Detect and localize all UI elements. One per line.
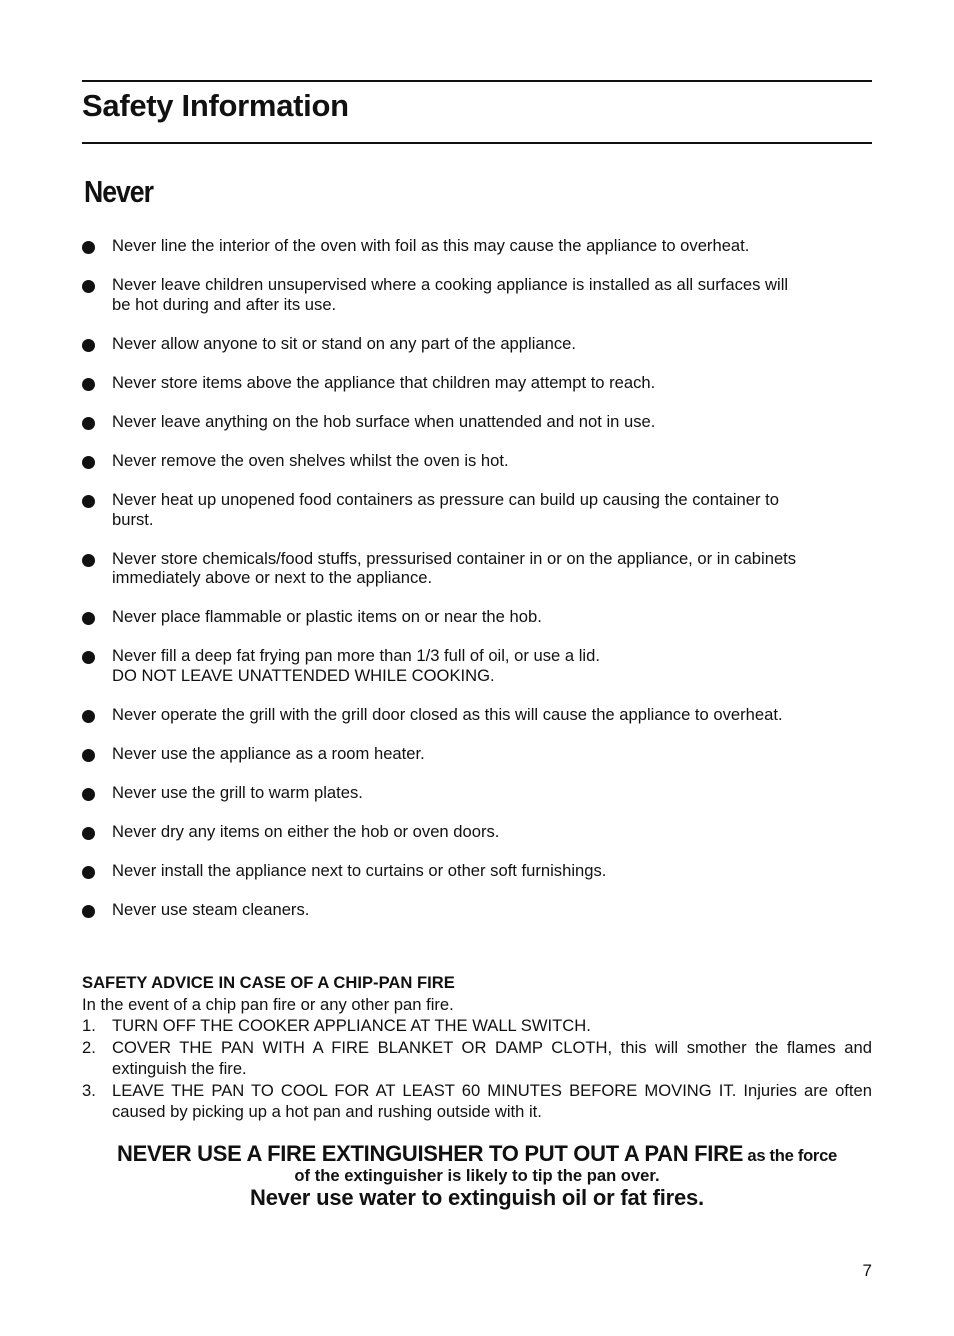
step-text: COVER THE PAN WITH A FIRE BLANKET OR DAMP CLOTH, this will smother the flames and extinguish the fire. xyxy=(112,1037,872,1078)
step-number: 2. xyxy=(82,1037,96,1057)
never-list-item xyxy=(82,490,872,529)
fire-warning xyxy=(82,1140,872,1211)
never-list-item xyxy=(82,783,872,803)
bullet-icon xyxy=(82,905,95,918)
advice-intro: In the event of a chip pan fire or any other pan fire. xyxy=(82,994,454,1014)
list-item-text: Never remove the oven shelves whilst the oven is hot. xyxy=(112,450,509,470)
warning-line-3: Never use water to extinguish oil or fat fires. xyxy=(250,1185,704,1210)
section-heading: Never xyxy=(84,174,153,209)
never-list-item xyxy=(82,822,872,842)
bullet-icon xyxy=(82,456,95,469)
never-list-item xyxy=(82,900,872,920)
list-item-text: Never line the interior of the oven with foil as this may cause the appliance to overheat. xyxy=(112,236,750,255)
page-number: 7 xyxy=(862,1261,872,1280)
step-number: 1. xyxy=(82,1016,96,1035)
never-list-item xyxy=(82,412,872,432)
step-text: TURN OFF THE COOKER APPLIANCE AT THE WALL SWITCH. xyxy=(112,1016,591,1035)
advice-heading: SAFETY ADVICE IN CASE OF A CHIP-PAN FIRE xyxy=(82,973,455,992)
page-title: Safety Information xyxy=(82,88,349,123)
bullet-icon xyxy=(82,651,95,664)
bullet-icon xyxy=(82,788,95,801)
list-item-text: Never fill a deep fat frying pan more than 1/3 full of oil, or use a lid. xyxy=(112,646,600,666)
never-list-item xyxy=(82,549,872,588)
list-item-text: DO NOT LEAVE UNATTENDED WHILE COOKING. xyxy=(112,665,495,685)
advice-step xyxy=(82,1037,872,1080)
list-item-text: Never allow anyone to sit or stand on any part of the appliance. xyxy=(112,333,576,353)
header-rule-bottom xyxy=(82,142,872,144)
list-item-text: Never store chemicals/food stuffs, pressurised container in or on the appliance, or in cabinets xyxy=(112,548,797,568)
step-number: 3. xyxy=(82,1080,96,1100)
warning-emphasis: NEVER USE A FIRE EXTINGUISHER TO PUT OUT A PAN FIRE xyxy=(117,1141,744,1166)
advice-step xyxy=(82,1015,872,1037)
never-list-item xyxy=(82,236,872,256)
bullet-icon xyxy=(82,866,95,879)
never-list-item xyxy=(82,705,872,725)
bullet-icon xyxy=(82,710,95,723)
list-item-text: Never use the appliance as a room heater. xyxy=(112,744,425,764)
list-item-text: Never use steam cleaners. xyxy=(112,900,310,920)
list-item-text: Never install the appliance next to curtains or other soft furnishings. xyxy=(112,861,607,881)
bullet-icon xyxy=(82,417,95,430)
bullet-icon xyxy=(82,241,95,254)
list-item-text: Never leave anything on the hob surface when unattended and not in use. xyxy=(112,411,656,431)
bullet-icon xyxy=(82,827,95,840)
bullet-icon xyxy=(82,749,95,762)
warning-tail: as the force xyxy=(743,1146,837,1165)
never-list-item xyxy=(82,607,872,627)
list-item-text: Never dry any items on either the hob or oven doors. xyxy=(112,822,500,842)
list-item-text: be hot during and after its use. xyxy=(112,294,337,314)
step-text: LEAVE THE PAN TO COOL FOR AT LEAST 60 MINUTES BEFORE MOVING IT. Injuries are often caused by picking up a hot pan and rushing outside with it. xyxy=(112,1080,872,1121)
list-item-text: Never leave children unsupervised where a cooking appliance is installed as all surfaces will xyxy=(112,275,789,295)
bullet-icon xyxy=(82,378,95,391)
list-item-text: Never heat up unopened food containers as pressure can build up causing the container to xyxy=(112,490,779,510)
never-list-item xyxy=(82,373,872,393)
warning-line-2: of the extinguisher is likely to tip the pan over. xyxy=(294,1166,660,1185)
bullet-icon xyxy=(82,339,95,352)
bullet-icon xyxy=(82,280,95,293)
never-list-item xyxy=(82,275,872,314)
bullet-icon xyxy=(82,612,95,625)
never-list-item xyxy=(82,861,872,881)
never-list-item xyxy=(82,646,872,685)
list-item-text: Never use the grill to warm plates. xyxy=(112,783,363,803)
never-list-item xyxy=(82,744,872,764)
never-list-item xyxy=(82,334,872,354)
list-item-text: Never place flammable or plastic items on or near the hob. xyxy=(112,607,542,627)
bullet-icon xyxy=(82,495,95,508)
never-list xyxy=(82,236,872,940)
list-item-text: immediately above or next to the appliance. xyxy=(112,568,433,588)
never-list-item xyxy=(82,451,872,471)
advice-step xyxy=(82,1080,872,1123)
list-item-text: burst. xyxy=(112,509,154,529)
header-rule-top xyxy=(82,80,872,82)
bullet-icon xyxy=(82,554,95,567)
chip-pan-fire-advice xyxy=(82,972,872,1123)
list-item-text: Never store items above the appliance that children may attempt to reach. xyxy=(112,372,656,392)
list-item-text: Never operate the grill with the grill door closed as this will cause the appliance to overheat. xyxy=(112,704,783,724)
advice-steps xyxy=(82,1015,872,1123)
